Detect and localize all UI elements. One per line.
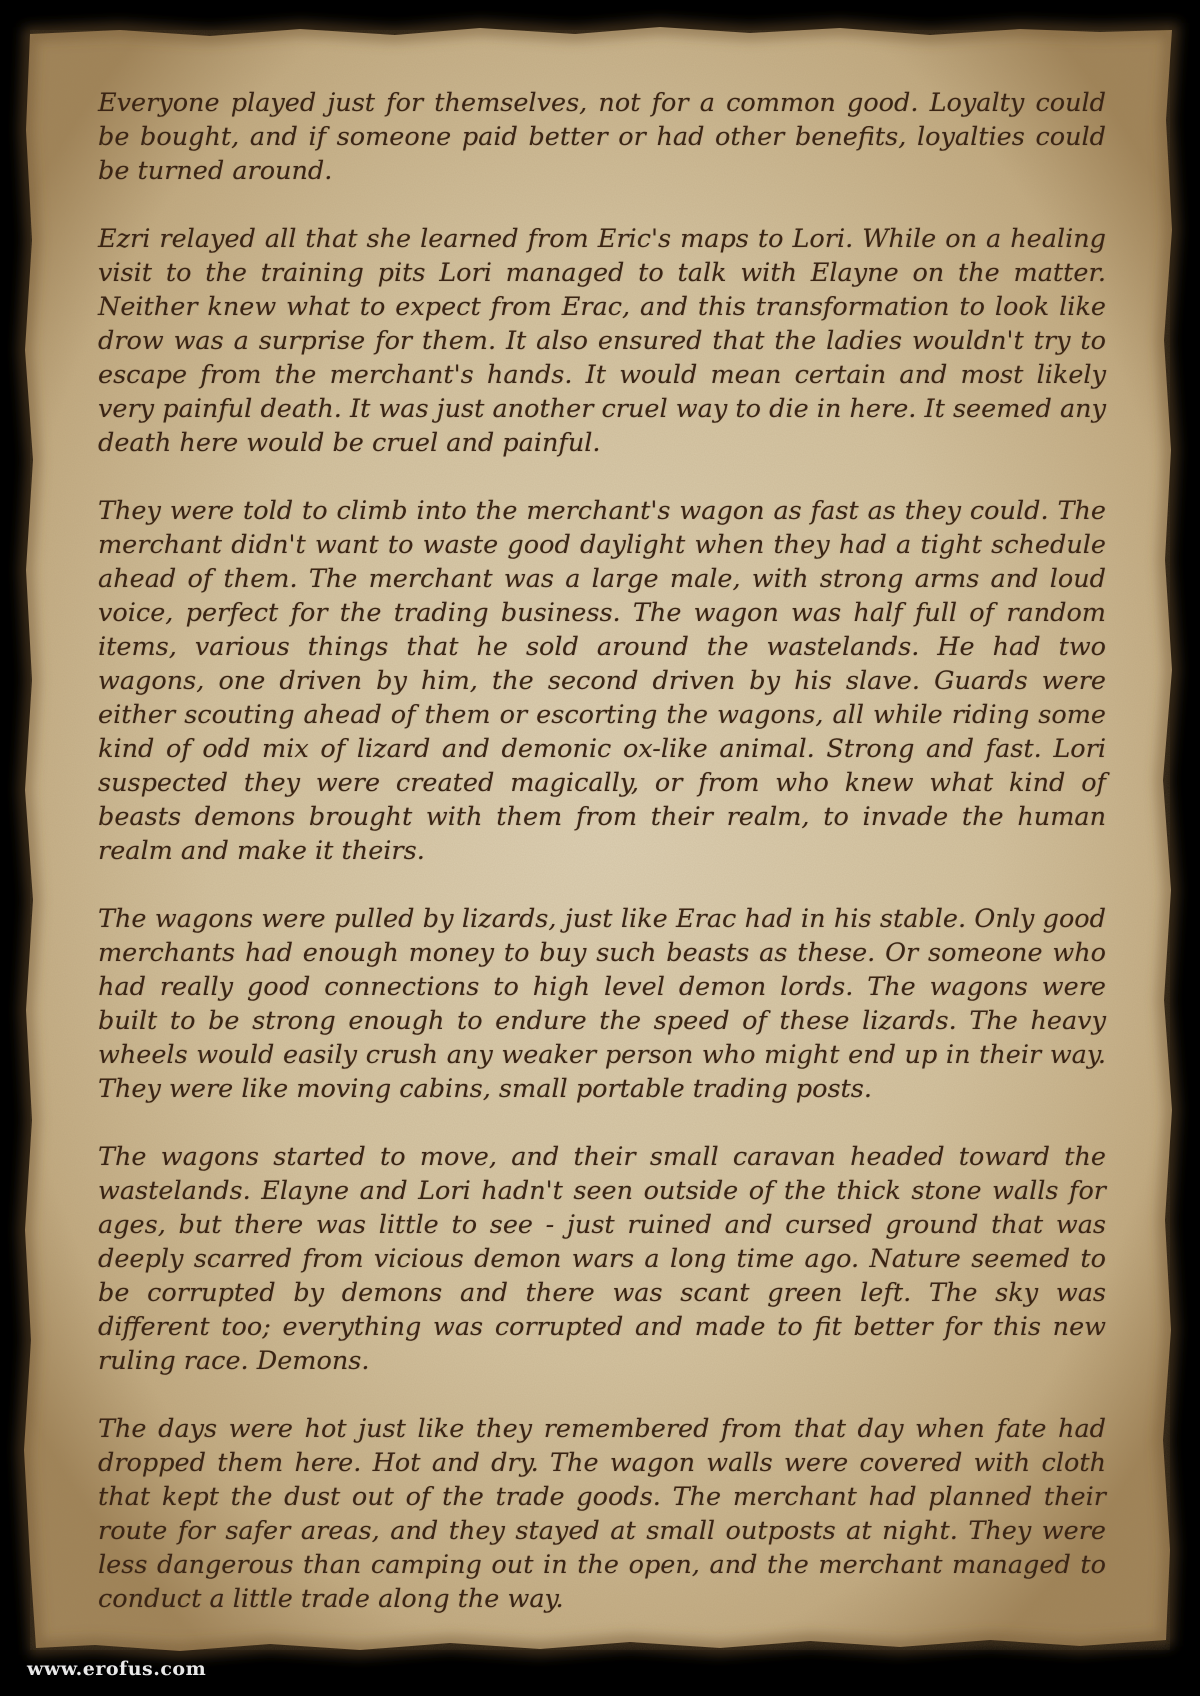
paragraph-5: The wagons started to move, and their small caravan headed toward the wastelands. Elayne and Lori hadn't seen outside of the thick stone walls for ages, but there was little to see - just ruined and cursed ground that was deeply scarred from vicious demon wars a long time ago. Nature seemed to be corrupted by demons and there was scant green left. The sky was different too; everything was corrupted and made to fit better for this new ruling race. Demons. xyxy=(98,1142,1106,1376)
paragraph-6: The days were hot just like they remembered from that day when fate had dropped them here. Hot and dry. The wagon walls were covered with cloth that kept the dust out of the trade goods. The merchant had planned their route for safer areas, and they stayed at small outposts at night. They were less dangerous than camping out in the open, and the merchant managed to conduct a little trade along the way. xyxy=(98,1414,1106,1614)
paragraph-3: They were told to climb into the merchant's wagon as fast as they could. The merchant didn't want to waste good daylight when they had a tight schedule ahead of them. The merchant was a large male, with strong arms and loud voice, perfect for the trading business. The wagon was half full of random items, various things that he sold around the wastelands. He had two wagons, one driven by him, the second driven by his slave. Guards were either scouting ahead of them or escorting the wagons, all while riding some kind of odd mix of lizard and demonic ox-like animal. Strong and fast. Lori suspected they were created magically, or from who knew what kind of beasts demons brought with them from their realm, to invade the human realm and make it theirs. xyxy=(98,496,1106,866)
document-text xyxy=(98,86,1106,1650)
watermark-text: www.erofus.com xyxy=(27,1658,207,1680)
paragraph-1: Everyone played just for themselves, not for a common good. Loyalty could be bought, and if someone paid better or had other benefits, loyalties could be turned around. xyxy=(98,88,1106,186)
paragraph-4: The wagons were pulled by lizards, just like Erac had in his stable. Only good merchants had enough money to buy such beasts as these. Or someone who had really good connections to high level demon lords. The wagons were built to be strong enough to endure the speed of these lizards. The heavy wheels would easily crush any weaker person who might end up in their way. They were like moving cabins, small portable trading posts. xyxy=(98,904,1106,1104)
paragraph-2: Ezri relayed all that she learned from Eric's maps to Lori. While on a healing visit to the training pits Lori managed to talk with Elayne on the matter. Neither knew what to expect from Erac, and this transformation to look like drow was a surprise for them. It also ensured that the ladies wouldn't try to escape from the merchant's hands. It would mean certain and most likely very painful death. It was just another cruel way to die in here. It seemed any death here would be cruel and painful. xyxy=(98,224,1106,458)
